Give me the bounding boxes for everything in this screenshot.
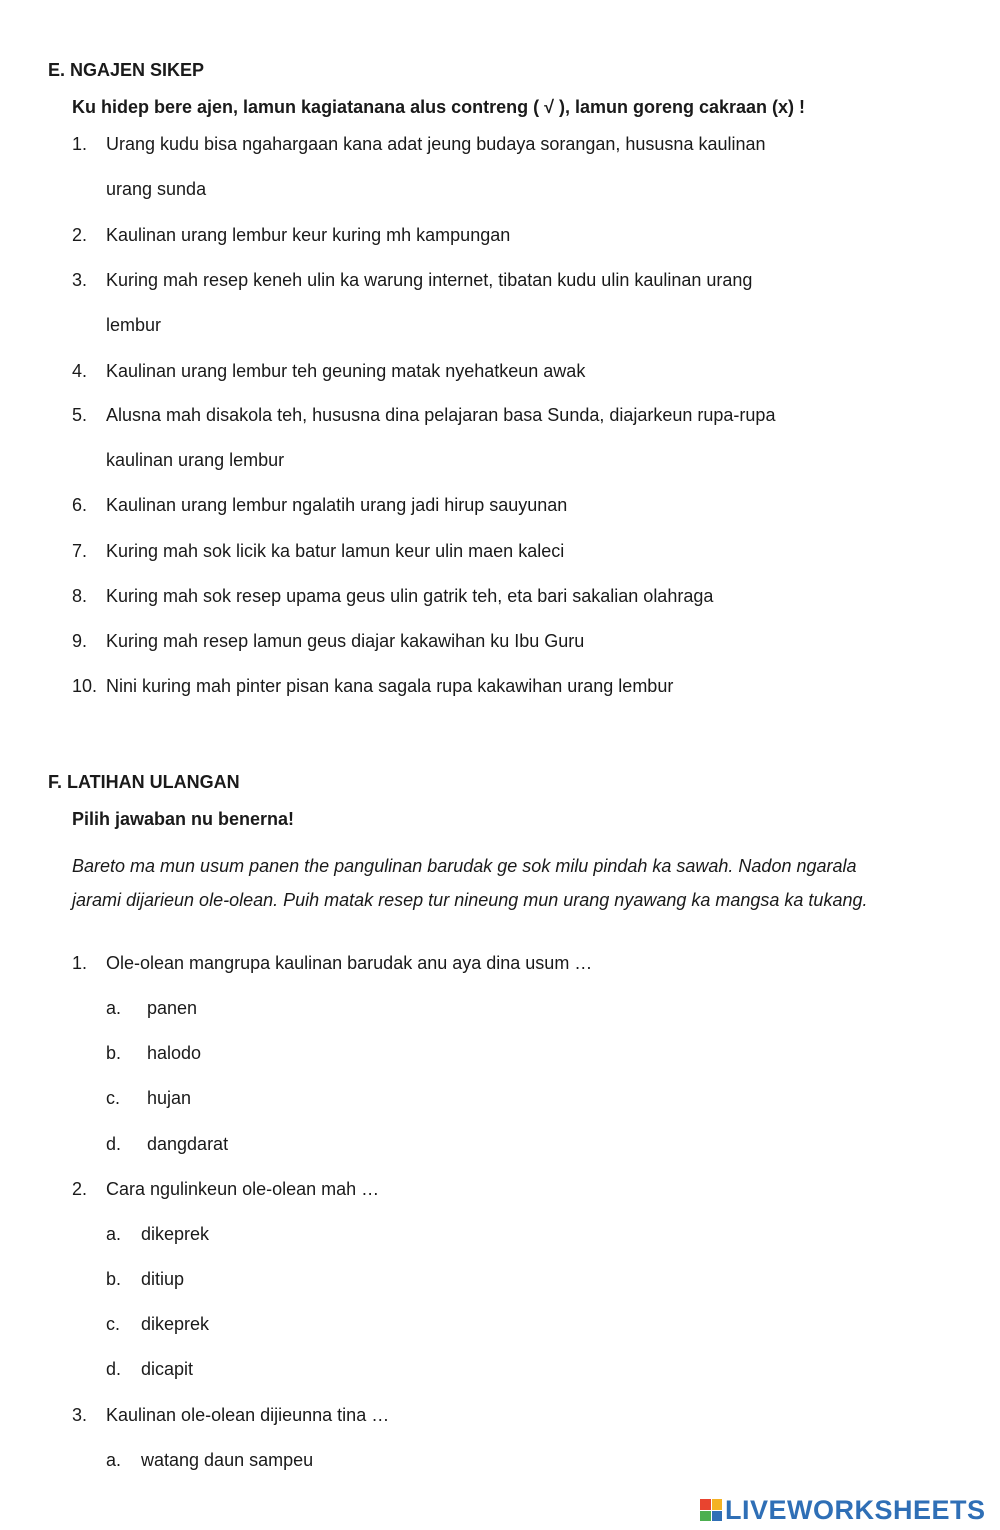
question-number: 1. <box>72 953 88 973</box>
list-item-number: 10. <box>72 676 98 696</box>
liveworksheets-logo-icon <box>700 1499 722 1521</box>
list-item-number: 8. <box>72 586 88 606</box>
option-letter: b. <box>106 1269 122 1289</box>
list-item-text: Kuring mah resep keneh ulin ka warung internet, tibatan kudu ulin kaulinan urang <box>106 270 753 290</box>
question-text: Cara ngulinkeun ole-olean mah … <box>106 1179 380 1199</box>
list-item-number: 3. <box>72 270 88 290</box>
option-letter: d. <box>106 1359 122 1379</box>
list-item-number: 6. <box>72 495 88 515</box>
option-text[interactable]: dangdarat <box>147 1134 229 1154</box>
list-item-number: 7. <box>72 541 88 561</box>
section-f-heading: F. LATIHAN ULANGAN <box>48 772 240 792</box>
option-text[interactable]: dikeprek <box>141 1224 210 1244</box>
list-item-number: 9. <box>72 631 88 651</box>
option-text[interactable]: hujan <box>147 1088 192 1108</box>
list-item-text: lembur <box>106 315 162 335</box>
list-item-text: Kuring mah resep lamun geus diajar kakawihan ku Ibu Guru <box>106 631 585 651</box>
option-letter: a. <box>106 1224 122 1244</box>
option-letter: b. <box>106 1043 122 1063</box>
question-text: Ole-olean mangrupa kaulinan barudak anu aya dina usum … <box>106 953 593 973</box>
question-text: Kaulinan ole-olean dijieunna tina … <box>106 1405 390 1425</box>
section-e-instruction: Ku hidep bere ajen, lamun kagiatanana alus contreng ( √ ), lamun goreng cakraan (x) ! <box>72 97 806 117</box>
option-letter: d. <box>106 1134 122 1154</box>
reading-passage-line: Bareto ma mun usum panen the pangulinan barudak ge sok milu pindah ka sawah. Nadon ngarala <box>72 856 857 876</box>
list-item-text: Kaulinan urang lembur ngalatih urang jadi hirup sauyunan <box>106 495 568 515</box>
list-item-text: Kaulinan urang lembur teh geuning matak nyehatkeun awak <box>106 361 586 381</box>
option-text[interactable]: panen <box>147 998 198 1018</box>
reading-passage-line: jarami dijarieun ole-olean. Puih matak resep tur nineung mun urang nyawang ka mangsa ka tukang. <box>72 890 868 910</box>
section-f-instruction: Pilih jawaban nu benerna! <box>72 809 295 829</box>
option-text[interactable]: dikeprek <box>141 1314 210 1334</box>
option-text[interactable]: ditiup <box>141 1269 185 1289</box>
question-number: 3. <box>72 1405 88 1425</box>
list-item-number: 4. <box>72 361 88 381</box>
option-text[interactable]: dicapit <box>141 1359 194 1379</box>
list-item-text: kaulinan urang lembur <box>106 450 285 470</box>
option-letter: a. <box>106 998 122 1018</box>
list-item-text: Urang kudu bisa ngahargaan kana adat jeung budaya sorangan, hususna kaulinan <box>106 134 766 154</box>
option-letter: a. <box>106 1450 122 1470</box>
option-letter: c. <box>106 1314 121 1334</box>
liveworksheets-logo-text: LIVEWORKSHEETS <box>725 1494 986 1525</box>
option-text[interactable]: halodo <box>147 1043 202 1063</box>
list-item-text: Alusna mah disakola teh, hususna dina pelajaran basa Sunda, diajarkeun rupa-rupa <box>106 405 776 425</box>
list-item-text: Kuring mah sok licik ka batur lamun keur ulin maen kaleci <box>106 541 565 561</box>
list-item-number: 5. <box>72 405 88 425</box>
list-item-text: Kaulinan urang lembur keur kuring mh kampungan <box>106 225 511 245</box>
list-item-number: 2. <box>72 225 88 245</box>
question-number: 2. <box>72 1179 88 1199</box>
option-text[interactable]: watang daun sampeu <box>141 1450 314 1470</box>
list-item-text: urang sunda <box>106 179 207 199</box>
liveworksheets-logo[interactable] <box>700 1494 986 1525</box>
list-item-text: Kuring mah sok resep upama geus ulin gatrik teh, eta bari sakalian olahraga <box>106 586 714 606</box>
option-letter: c. <box>106 1088 121 1108</box>
section-e-heading: E. NGAJEN SIKEP <box>48 60 205 80</box>
list-item-number: 1. <box>72 134 88 154</box>
list-item-text: Nini kuring mah pinter pisan kana sagala rupa kakawihan urang lembur <box>106 676 674 696</box>
